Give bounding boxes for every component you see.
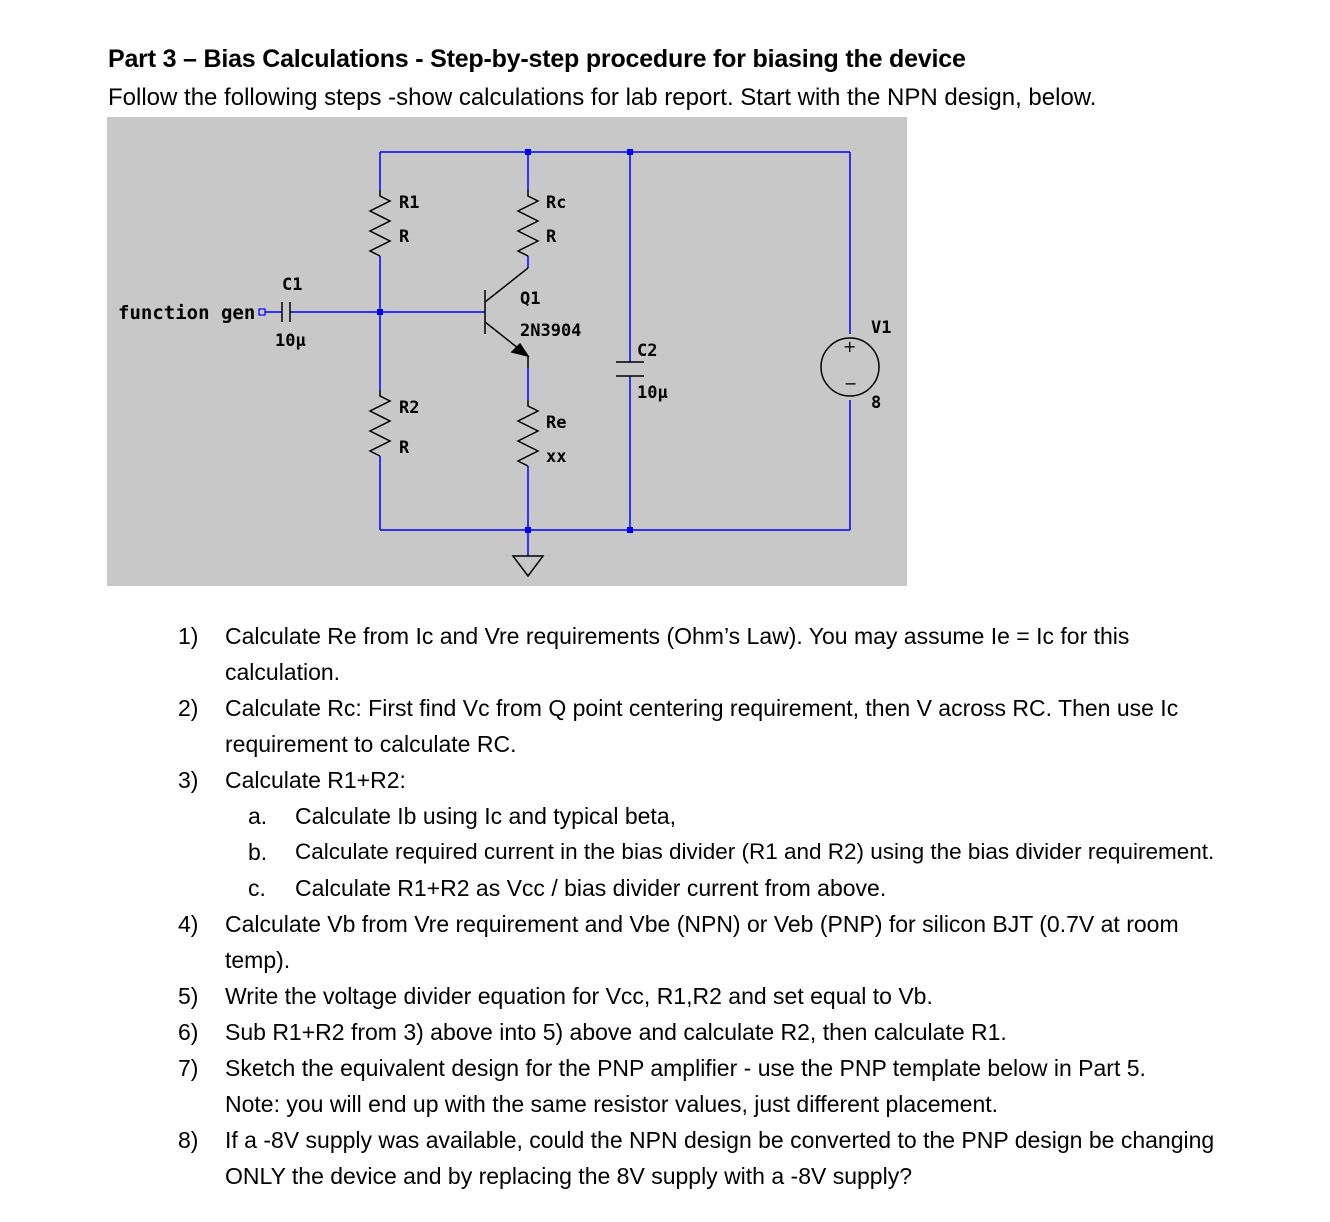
c2-name-label: C2 — [637, 341, 658, 361]
step-2-number: 2) — [178, 695, 199, 721]
r1-value-label: R — [399, 227, 410, 247]
r2-name-label: R2 — [399, 398, 420, 418]
step-6-number: 6) — [178, 1019, 199, 1045]
v1-plus-label: + — [843, 337, 857, 356]
step-8-line-1: If a -8V supply was available, could the NPN design be converted to the PNP design be changing — [225, 1127, 1215, 1153]
c2-value-label: 10µ — [637, 383, 668, 403]
v1-minus-label: − — [844, 374, 858, 393]
step-7-number: 7) — [178, 1055, 199, 1081]
re-name-label: Re — [546, 413, 567, 433]
step-3b-letter: b. — [248, 839, 268, 865]
step-4-number: 4) — [178, 911, 199, 937]
v1-name-label: V1 — [871, 318, 892, 338]
step-1-number: 1) — [178, 623, 199, 649]
v1-value-label: 8 — [871, 393, 882, 413]
r1-name-label: R1 — [399, 193, 420, 213]
step-8-line-2: ONLY the device and by replacing the 8V supply with a -8V supply? — [225, 1163, 913, 1189]
step-3a-text: Calculate Ib using Ic and typical beta, — [295, 803, 677, 829]
schematic-background — [107, 117, 907, 586]
function-gen-label: function gen — [118, 302, 256, 324]
step-8-number: 8) — [178, 1127, 199, 1153]
step-3-line-1: Calculate R1+R2: — [225, 767, 406, 793]
step-6-line-1: Sub R1+R2 from 3) above into 5) above and calculate R2, then calculate R1. — [225, 1019, 1007, 1045]
q1-name-label: Q1 — [520, 289, 541, 309]
step-5-number: 5) — [178, 983, 199, 1009]
q1-model-label: 2N3904 — [520, 321, 582, 341]
rc-value-label: R — [546, 227, 557, 247]
step-2-line-1: Calculate Rc: First find Vc from Q point centering requirement, then V across RC. Then use Ic — [225, 695, 1179, 721]
step-3-number: 3) — [178, 767, 199, 793]
c1-value-label: 10µ — [275, 331, 306, 351]
step-1-line-2: calculation. — [225, 659, 341, 685]
page-title: Part 3 – Bias Calculations - Step-by-step procedure for biasing the device — [108, 45, 966, 73]
circuit-schematic — [0, 0, 1330, 600]
step-2-line-2: requirement to calculate RC. — [225, 731, 517, 757]
r2-value-label: R — [399, 438, 410, 458]
c1-name-label: C1 — [282, 275, 303, 295]
step-4-line-2: temp). — [225, 947, 291, 973]
rc-name-label: Rc — [546, 193, 567, 213]
step-7-line-1: Sketch the equivalent design for the PNP amplifier - use the PNP template below in Part 5. — [225, 1055, 1146, 1081]
step-4-line-1: Calculate Vb from Vre requirement and Vbe (NPN) or Veb (PNP) for silicon BJT (0.7V at room — [225, 911, 1179, 937]
re-value-label: xx — [546, 447, 567, 467]
step-1-line-1: Calculate Re from Ic and Vre requirements (Ohm’s Law). You may assume Ie = Ic for this — [225, 623, 1130, 649]
step-3c-text: Calculate R1+R2 as Vcc / bias divider current from above. — [295, 875, 887, 901]
page-subtitle: Follow the following steps -show calculations for lab report. Start with the NPN design, below. — [108, 84, 1097, 111]
step-3b-text: Calculate required current in the bias divider (R1 and R2) using the bias divider requirement. — [295, 839, 1215, 864]
step-5-line-1: Write the voltage divider equation for Vcc, R1,R2 and set equal to Vb. — [225, 983, 933, 1009]
step-3a-letter: a. — [248, 803, 268, 829]
step-3c-letter: c. — [248, 875, 266, 901]
step-7-line-2: Note: you will end up with the same resistor values, just different placement. — [225, 1091, 999, 1117]
